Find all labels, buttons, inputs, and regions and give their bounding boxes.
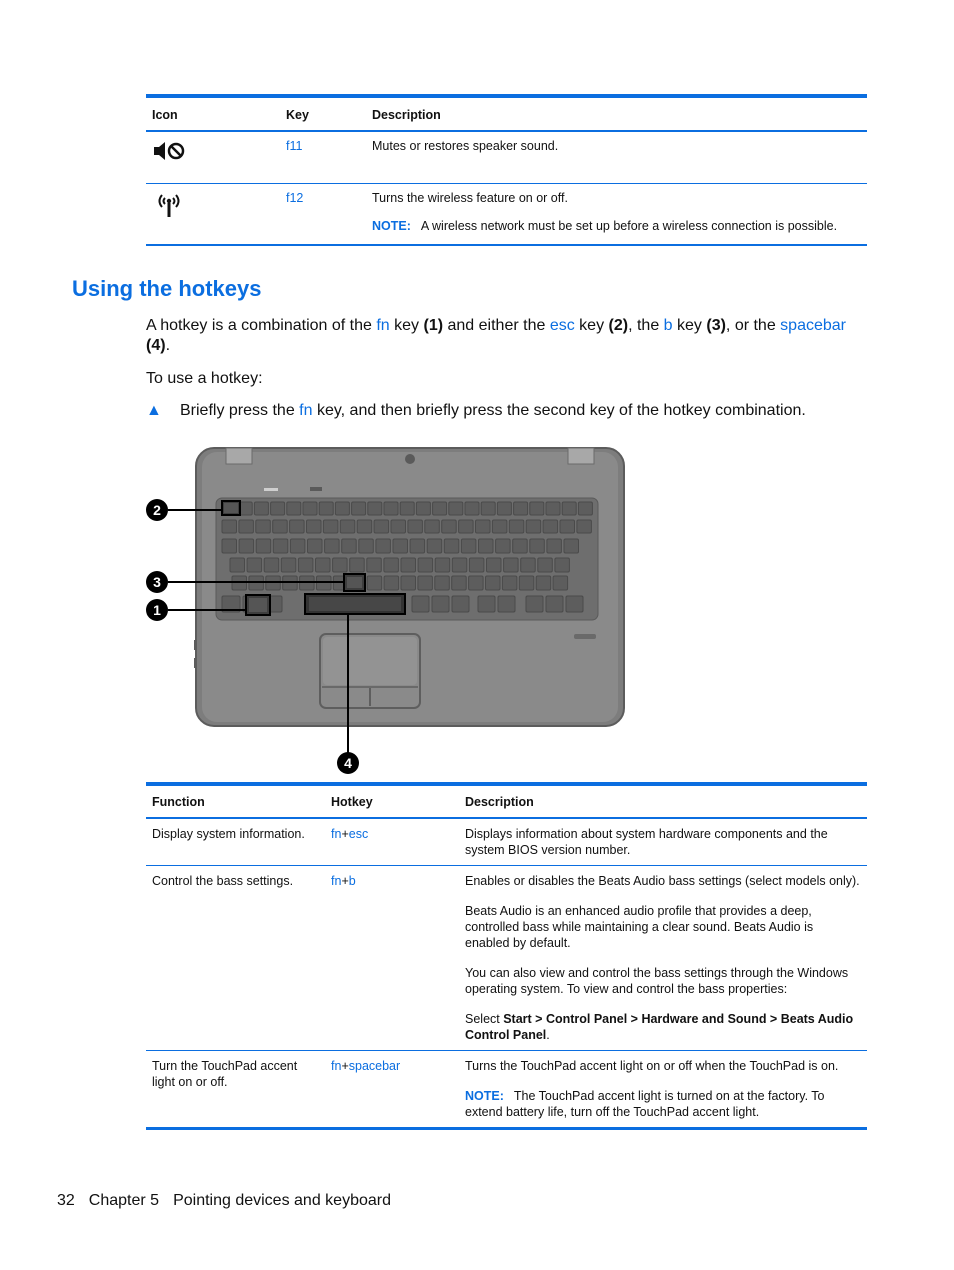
keyboard-key [461,539,476,553]
keyboard-key [513,539,528,553]
keyboard-key [401,558,416,572]
callout-badge-4 [337,752,359,774]
keyboard-key [492,520,507,533]
b-key-link[interactable]: b [663,317,673,334]
bullet-step [146,402,806,420]
function-cell: Display system information. [152,827,305,841]
keyboard-key [400,502,414,515]
note-label: NOTE: [465,1089,504,1103]
keyboard-key [560,520,575,533]
keyboard-key [352,502,366,515]
keyboard-key [239,539,254,553]
keyboard-key [452,576,467,590]
callout-badge-1 [146,599,168,621]
keyboard-key [333,558,348,572]
keyboard-key [416,502,430,515]
keyboard-key [502,576,517,590]
keyboard-illustration [140,444,640,780]
callout-badge-3 [146,571,168,593]
keyboard-key [350,558,365,572]
table-row [146,866,867,1051]
keyboard-key [418,576,433,590]
intro-text: A hotkey is a combination of the [146,317,377,334]
intro-text: and either the [443,317,550,334]
function-cell: Turn the TouchPad accent light on or off. [152,1059,298,1089]
keyboard-key [427,539,442,553]
wireless-antenna-icon [152,191,186,219]
key-cell [280,131,366,184]
keyboard-key [530,539,545,553]
b-key-link[interactable]: b [348,874,356,888]
keyboard-key [521,558,536,572]
keyboard-key [566,596,583,612]
callout-label: 3 [153,574,161,590]
keyboard-key [418,558,433,572]
keyboard-key [442,520,457,533]
keyboard-key [222,520,237,533]
description-cell [459,1051,867,1129]
keyboard-key [393,539,408,553]
hotkey-table-header [146,784,867,818]
description-text: You can also view and control the bass settings through the Windows operating system. To view and control the bass properties: [465,966,849,996]
intro-text: key [389,317,424,334]
keyboard-key [526,520,541,533]
keyboard-key [384,502,398,515]
to-use-text: To use a hotkey: [146,370,263,387]
esc-key-link[interactable]: esc [348,827,369,841]
keyboard-key [433,502,447,515]
description-text: Turns the TouchPad accent light on or off when the TouchPad is on. [465,1059,839,1073]
callout-ref-4: (4) [146,337,166,354]
keyboard-key [273,539,288,553]
keyboard-key [509,520,524,533]
keyboard-key [384,558,399,572]
table-row [146,131,867,184]
speaker-mute-icon [152,139,186,163]
fn-key-link[interactable]: fn [299,402,313,419]
keyboard-key [497,502,511,515]
keyboard-key [273,520,288,533]
esc-key-link[interactable]: esc [549,317,575,334]
keyboard-key [230,558,245,572]
keyboard-key [303,502,317,515]
keyboard-key [555,558,570,572]
power-button-icon [405,454,415,464]
note-text: The TouchPad accent light is turned on at the factory. To extend battery life, turn off the TouchPad accent light. [465,1089,825,1119]
icon-cell [146,184,280,246]
keyboard-key [449,502,463,515]
callout-label: 1 [153,602,161,618]
keyboard-key [256,539,271,553]
description-cell [459,818,867,866]
keyboard-key [281,558,296,572]
keyboard-key [308,539,323,553]
description-cell: Mutes or restores speaker sound. [372,139,559,153]
keyboard-key [487,558,502,572]
select-path-text [465,1011,861,1043]
keyboard-key [546,502,560,515]
keyboard-key [562,502,576,515]
plus-sign: + [341,874,349,888]
icon-cell [146,131,280,184]
keyboard-key [578,502,592,515]
callout-badge-2 [146,499,168,521]
keyboard-key [538,558,553,572]
keyboard-key [444,539,459,553]
header-key: Key [286,108,309,122]
keyboard-key [526,596,543,612]
keyboard-key [367,558,382,572]
keyboard-key [359,539,374,553]
select-suffix: . [546,1028,550,1042]
page-number: 32 [57,1192,75,1209]
hotkey-cell [325,818,459,866]
intro-paragraph [146,316,866,356]
keyboard-key [298,558,313,572]
triangle-bullet-icon: ▲ [146,402,162,419]
table-row [146,184,867,246]
description-text: Turns the wireless feature on or off. [372,191,568,205]
keyboard-key [498,596,515,612]
keyboard-key [530,502,544,515]
keyboard-key [391,520,406,533]
key-cell [280,184,366,246]
keyboard-key [452,596,469,612]
keyboard-key [368,502,382,515]
bullet-text: key, and then briefly press the second key of the hotkey combination. [312,402,806,419]
fn-key-link[interactable]: fn [331,1059,342,1073]
callout-label: 4 [344,755,352,771]
key-link-f12[interactable]: f12 [286,191,304,205]
keyboard-key [271,502,285,515]
keyboard-key [290,539,305,553]
keyboard-key [476,520,491,533]
fn-key-link[interactable]: fn [331,827,342,841]
description-text: Enables or disables the Beats Audio bass settings (select models only). [465,874,860,888]
keyboard-key [465,502,479,515]
keyboard-key [307,520,322,533]
keyboard-key [316,558,331,572]
keyboard-key [553,576,568,590]
function-cell: Control the bass settings. [152,874,294,888]
keyboard-key [479,539,494,553]
keyboard-key [435,576,450,590]
fn-key-link[interactable]: fn [376,317,390,334]
keyboard-key [577,520,592,533]
keyboard-key [340,520,355,533]
keyboard-key [401,576,416,590]
spacebar-key-link[interactable]: spacebar [348,1059,401,1073]
intro-text: . [165,337,171,354]
keyboard-key [425,520,440,533]
description-cell [366,184,867,246]
keyboard-key [323,520,338,533]
keyboard-key [543,520,558,533]
keyboard-key [519,576,534,590]
description-cell [459,866,867,1051]
intro-text: , the [628,317,664,334]
keyboard-key [546,596,563,612]
keyboard-key [335,502,349,515]
header-description: Description [465,795,534,809]
keyboard-key [459,520,474,533]
keyboard-key [357,520,372,533]
keyboard-key [408,520,423,533]
table-row [146,818,867,866]
keyboard-key [514,502,528,515]
note-label: NOTE: [372,219,411,233]
keyboard-key [432,596,449,612]
keyboard-key [384,576,399,590]
keyboard-key [452,558,467,572]
header-function: Function [152,795,205,809]
chapter-label: Chapter 5 [88,1192,160,1209]
key-table-header [146,96,867,131]
header-description: Description [372,108,441,122]
intro-text: key [672,317,707,334]
keyboard-key [222,539,237,553]
header-hotkey: Hotkey [331,795,373,809]
keyboard-key [290,520,305,533]
spacebar-key-link[interactable]: spacebar [780,317,846,334]
description-text: Beats Audio is an enhanced audio profile that provides a deep, controlled bass while maintaining a clear sound. Beats Audio is enabled by default. [465,904,814,950]
keyboard-key [374,520,389,533]
callout-ref-3: (3) [706,317,726,334]
keyboard-key [256,520,270,533]
note [372,219,861,233]
plus-sign: + [341,827,349,841]
keyboard-key [376,539,391,553]
key-link-f11[interactable]: f11 [286,139,303,153]
callout-ref-2: (2) [608,317,629,334]
keyboard-key [287,502,301,515]
keyboard-key [410,539,425,553]
description-text: Displays information about system hardware components and the system BIOS version number. [465,827,828,857]
keyboard-key [412,596,429,612]
hotkey-cell [325,866,459,1051]
note-text: A wireless network must be set up before a wireless connection is possible. [420,219,838,233]
bullet-text: Briefly press the [180,402,300,419]
keyboard-key [435,558,450,572]
hotkey-table [146,782,867,1130]
plus-sign: + [341,1059,349,1073]
keyboard-key [247,558,262,572]
keyboard-key [536,576,551,590]
keyboard-key [254,502,268,515]
header-icon: Icon [152,108,178,122]
intro-text: key [574,317,609,334]
keyboard-key [469,558,484,572]
callout-ref-1: (1) [423,317,444,334]
keyboard-key [319,502,333,515]
keyboard-key [469,576,484,590]
fn-key-link[interactable]: fn [331,874,342,888]
menu-path: Start > Control Panel > Hardware and Sound > Beats Audio Control Panel [465,1012,854,1042]
callout-label: 2 [153,502,161,518]
hotkey-cell [325,1051,459,1129]
keyboard-key [496,539,511,553]
keyboard-key [367,576,382,590]
table-row [146,1051,867,1129]
keyboard-key [342,539,357,553]
keyboard-key [478,596,495,612]
section-title: Using the hotkeys [72,276,262,301]
keyboard-key [239,520,254,533]
chapter-title: Pointing devices and keyboard [173,1192,391,1209]
function-key-table [146,94,867,246]
keyboard-key [486,576,501,590]
keyboard-key [564,539,579,553]
keyboard-key [547,539,562,553]
keyboard-key [481,502,495,515]
keyboard-key [264,558,279,572]
keyboard-key [504,558,518,572]
intro-text: , or the [725,317,781,334]
keyboard-key [325,539,340,553]
select-prefix: Select [465,1012,504,1026]
note [465,1088,861,1120]
page-footer [57,1192,391,1210]
